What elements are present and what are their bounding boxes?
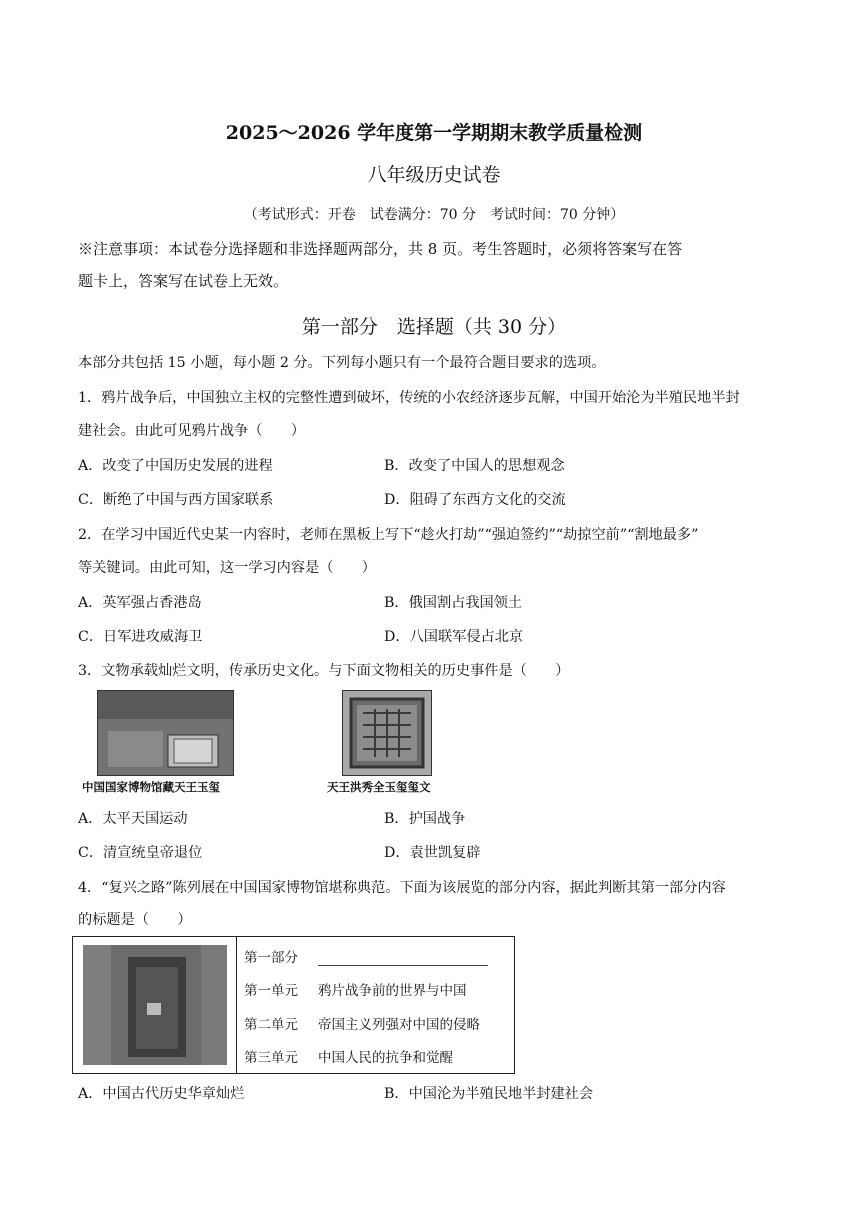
section-instructions: 本部分共包括 15 小题，每小题 2 分。下列每小题只有一个最符合题目要求的选项。 [78,355,606,371]
question-1-option-a: A．改变了中国历史发展的进程 [78,458,273,474]
question-3-option-c: C．清宣统皇帝退位 [78,845,203,861]
question-1-option-b: B．改变了中国人的思想观念 [384,458,565,474]
question-2-stem-line-2: 等关键词。由此可知，这一学习内容是（ ） [78,560,376,576]
exhibit-unit-2-text: 帝国主义列强对中国的侵略 [318,1017,480,1033]
exhibit-divider [236,937,237,1073]
exhibit-table [72,936,515,1074]
question-3-option-d: D．袁世凯复辟 [384,845,481,861]
exhibit-unit-2-label: 第二单元 [244,1017,298,1033]
jade-seal-photo [97,690,234,776]
question-1-stem-line-1: 1．鸦片战争后，中国独立主权的完整性遭到破坏，传统的小农经济逐步瓦解，中国开始沦为半殖民地半封 [78,390,740,406]
question-2-option-a: A．英军强占香港岛 [78,595,202,611]
exhibit-photo [83,945,227,1065]
exhibit-unit-1-label: 第一单元 [244,983,298,999]
notice-line-1: ※注意事项：本试卷分选择题和非选择题两部分，共 8 页。考生答题时，必须将答案写在答 [78,240,683,258]
exhibit-unit-3-label: 第三单元 [244,1050,298,1066]
exhibit-part-row [244,946,488,966]
exhibit-unit-row-1 [244,979,467,999]
exam-subtitle: 八年级历史试卷 [367,164,501,186]
exhibit-unit-3-text: 中国人民的抗争和觉醒 [318,1050,453,1066]
exam-title: 2025～2026 学年度第一学期期末教学质量检测 [225,122,643,144]
question-2-stem-line-1: 2．在学习中国近代史某一内容时，老师在黑板上写下“趁火打劫”“强迫签约”“劫掠空前”“割地最多” [78,527,699,543]
question-4-option-a: A．中国古代历史华章灿烂 [78,1086,245,1102]
question-1-stem-line-2: 建社会。由此可见鸦片战争（ ） [78,423,306,439]
jade-seal-caption: 中国国家博物馆藏天王玉玺 [82,780,220,794]
exhibit-blank-line [318,951,488,966]
question-3-option-b: B．护国战争 [384,811,466,827]
question-3-stem: 3．文物承载灿烂文明，传承历史文化。与下面文物相关的历史事件是（ ） [78,663,570,679]
question-1-option-d: D．阻碍了东西方文化的交流 [384,492,566,508]
seal-inscription-caption: 天王洪秀全玉玺玺文 [327,780,431,794]
seal-inscription-photo [342,690,432,776]
question-4-stem-line-1: 4．“复兴之路”陈列展在中国国家博物馆堪称典范。下面为该展览的部分内容，据此判断其第一部分内容 [78,880,726,896]
question-2-option-d: D．八国联军侵占北京 [384,629,524,645]
notice-line-2: 题卡上，答案写在试卷上无效。 [78,272,289,290]
exhibit-part-label: 第一部分 [244,950,298,966]
exhibit-unit-row-2 [244,1013,480,1033]
question-2-option-b: B．俄国割占我国领土 [384,595,523,611]
question-2-option-c: C．日军进攻威海卫 [78,629,203,645]
section-title: 第一部分 选择题（共 30 分） [301,316,567,338]
question-4-stem-line-2: 的标题是（ ） [78,912,192,928]
exhibit-unit-row-3 [244,1046,453,1066]
question-1-option-c: C．断绝了中国与西方国家联系 [78,492,274,508]
question-4-option-b: B．中国沦为半殖民地半封建社会 [384,1086,594,1102]
exam-info: （考试形式：开卷 试卷满分：70 分 考试时间：70 分钟） [243,207,625,223]
exhibit-unit-1-text: 鸦片战争前的世界与中国 [318,983,467,999]
question-3-option-a: A．太平天国运动 [78,811,188,827]
